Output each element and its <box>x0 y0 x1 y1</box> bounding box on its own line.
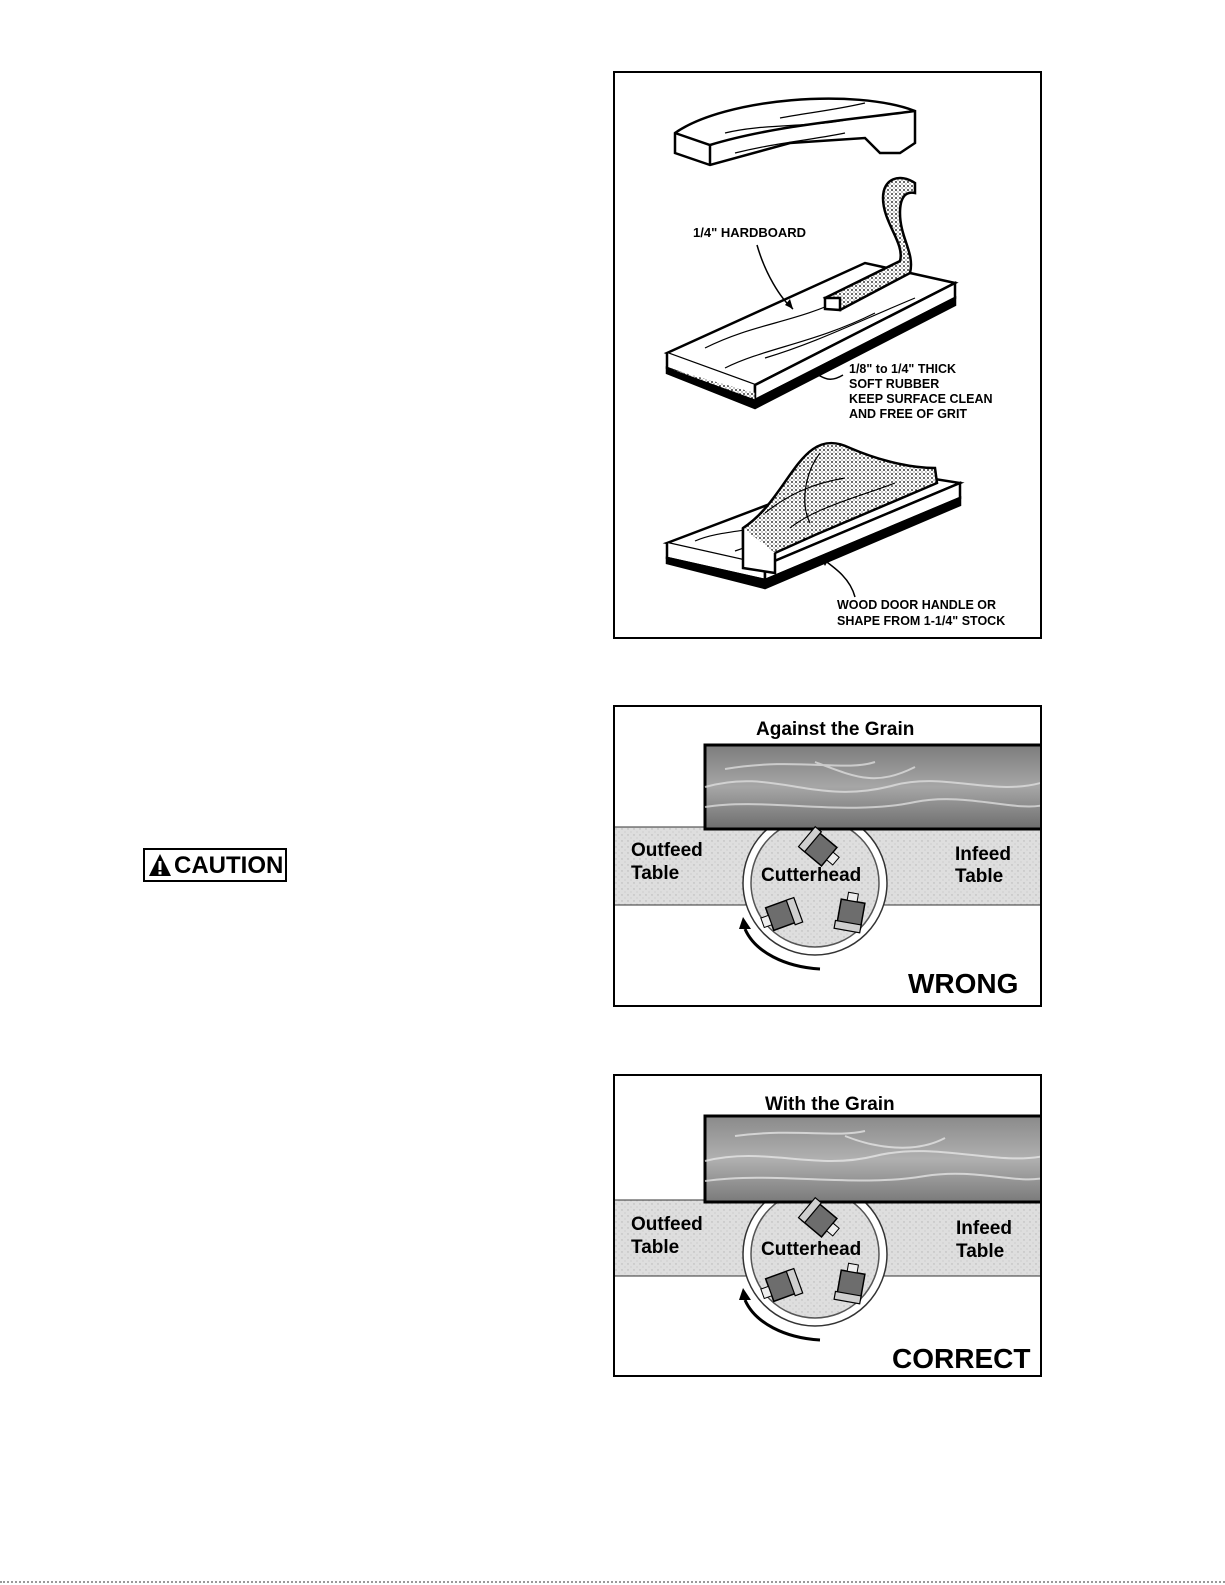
cutterhead-label: Cutterhead <box>761 1239 862 1260</box>
infeed-label-line-2: Table <box>956 1241 1005 1262</box>
cutterhead-label: Cutterhead <box>761 865 862 886</box>
rubber-label-line-3: KEEP SURFACE CLEAN <box>849 392 993 406</box>
handle-label-line-1: WOOD DOOR HANDLE OR <box>837 598 997 612</box>
rubber-label-line-2: SOFT RUBBER <box>849 377 940 391</box>
correct-verdict: CORRECT <box>892 1343 1031 1374</box>
correct-figure-title: With the Grain <box>765 1094 895 1115</box>
outfeed-label-line-2: Table <box>631 1237 680 1258</box>
caution-badge <box>143 848 287 882</box>
infeed-label-line-2: Table <box>955 866 1004 887</box>
grain-wrong-drawing <box>615 707 1042 1007</box>
infeed-label-line-1: Infeed <box>956 1218 1012 1239</box>
outfeed-label-line-1: Outfeed <box>631 1214 703 1235</box>
push-block-drawing <box>615 73 1042 639</box>
handle-label-line-2: SHAPE FROM 1-1/4" STOCK <box>837 614 1006 628</box>
outfeed-label-line-1: Outfeed <box>631 840 703 861</box>
outfeed-label-line-2: Table <box>631 863 680 884</box>
warning-triangle-icon <box>148 853 172 877</box>
grain-wrong-figure <box>613 705 1042 1007</box>
rubber-label-line-1: 1/8" to 1/4" THICK <box>849 362 957 376</box>
caution-text: CAUTION <box>174 852 284 879</box>
door-handle-block-drawing <box>667 443 960 588</box>
wrong-figure-title: Against the Grain <box>756 719 915 740</box>
infeed-label-line-1: Infeed <box>955 844 1011 865</box>
rubber-label-line-4: AND FREE OF GRIT <box>849 407 968 421</box>
hardboard-label: 1/4" HARDBOARD <box>693 225 807 240</box>
grain-correct-figure <box>613 1074 1042 1377</box>
handle-piece-drawing <box>675 99 915 165</box>
page-bottom-rule <box>0 1581 1225 1583</box>
wrong-verdict: WRONG <box>908 968 1019 999</box>
grain-correct-drawing <box>615 1076 1042 1377</box>
push-block-figure <box>613 71 1042 639</box>
wood-board <box>705 1116 1042 1202</box>
